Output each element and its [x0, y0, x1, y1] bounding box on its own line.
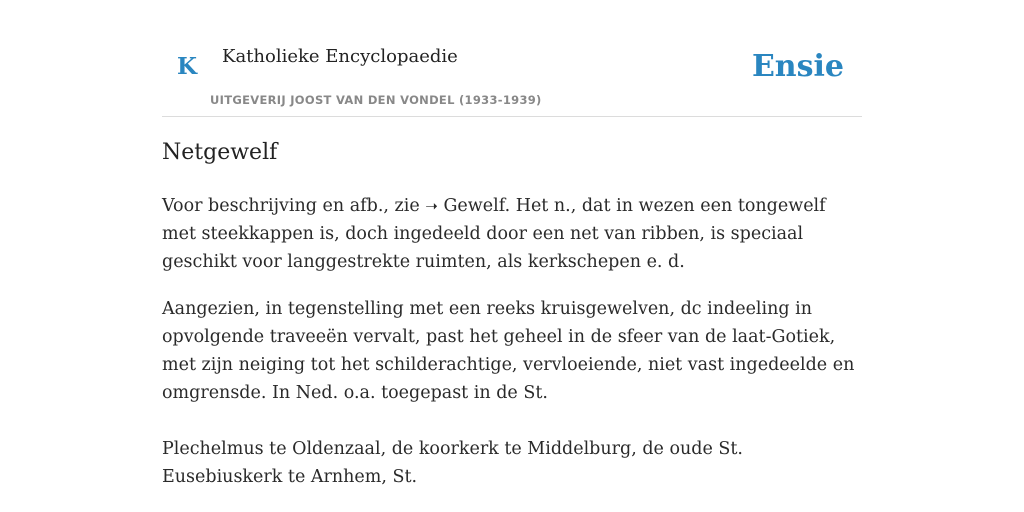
paragraph-1-text-start: Voor beschrijving en afb., zie [162, 196, 426, 216]
encyclopedia-logo[interactable]: K [177, 53, 197, 80]
paragraph-1-text-end: . Het n., dat in wezen een tongewelf met steekkappen is, doch ingedeeld door een net van ribben, is speciaal geschikt voor langgestrekte ruimten, als kerkschepen e. d. [162, 196, 826, 272]
cross-reference-link[interactable]: Gewelf [443, 196, 505, 216]
article-paragraph-3: Plechelmus te Oldenzaal, de koorkerk te Middelburg, de oude St. Eusebiuskerk te Arnhem, St. [162, 439, 743, 487]
publisher-line: UITGEVERIJ JOOST VAN DEN VONDEL (1933-1939) [210, 93, 542, 107]
cross-reference-arrow-icon: ➝ [425, 197, 438, 215]
article-paragraph-2: Aangezien, in tegenstelling met een reeks kruisgewelven, dc indeeling in opvolgende traveeën vervalt, past het geheel in de sfeer van de laat-Gotiek, met zijn neiging tot het schilderachtige, vervloeiende, niet vast ingedeelde en omgrensde. In Ned. o.a. toegepast in de St. [162, 299, 855, 403]
encyclopedia-title[interactable]: Katholieke Encyclopaedie [222, 46, 458, 67]
brand-logo[interactable]: Ensie [751, 49, 844, 84]
site-header [162, 0, 862, 117]
article-title: Netgewelf [162, 140, 278, 165]
article-paragraph-1 [162, 192, 862, 276]
